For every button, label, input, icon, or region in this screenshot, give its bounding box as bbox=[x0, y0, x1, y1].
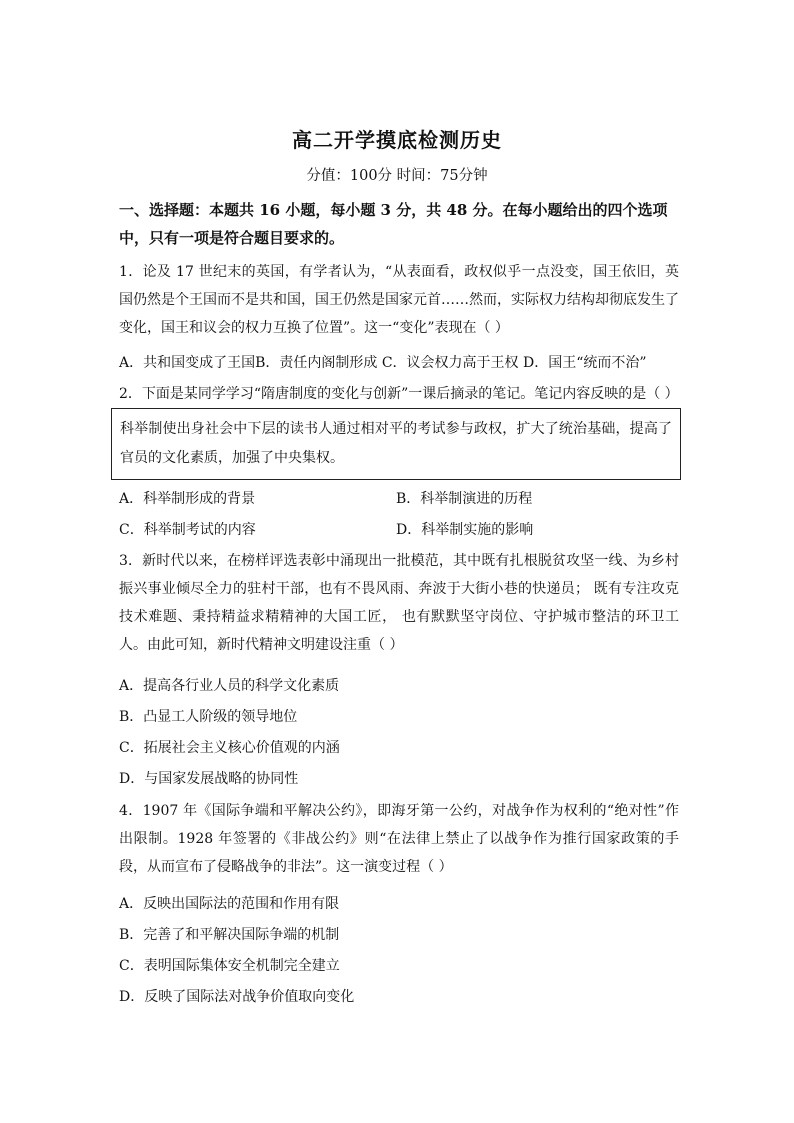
exam-meta: 分值：100分 时间：75分钟 bbox=[306, 168, 488, 184]
question-3-option-d: D．与国家发展战略的协同性 bbox=[119, 771, 299, 787]
question-4-stem: 4．1907 年《国际争端和平解决公约》，即海牙第一公约，对战争作为权利的“绝对性”作出限制。1928 年签署的《非战公约》则“在法律上禁止了以战争作为推行国家政策的手段，从而宣布了侵略战争的非法”。这一演变过程（ ） bbox=[119, 803, 679, 875]
question-2-stem: 2．下面是某同学学习“隋唐制度的变化与创新”一课后摘录的笔记。笔记内容反映的是（ ） bbox=[119, 386, 679, 402]
section-heading: 一、选择题：本题共 16 小题，每小题 3 分，共 48 分。在每小题给出的四个选项中，只有一项是符合题目要求的。 bbox=[119, 201, 668, 247]
question-3-option-c: C．拓展社会主义核心价值观的内涵 bbox=[119, 740, 340, 756]
question-2-option-b: B．科举制演进的历程 bbox=[396, 491, 533, 507]
question-1-options: A．共和国变成了王国B．责任内阁制形成 C．议会权力高于王权 D．国王“统而不治” bbox=[119, 355, 647, 371]
question-4-option-c: C．表明国际集体安全机制完全建立 bbox=[119, 958, 340, 974]
page-title: 高二开学摸底检测历史 bbox=[292, 128, 502, 152]
question-4-option-d: D．反映了国际法对战争价值取向变化 bbox=[119, 989, 355, 1005]
question-2-option-c: C．科举制考试的内容 bbox=[119, 522, 256, 538]
question-3-option-a: A．提高各行业人员的科学文化素质 bbox=[119, 678, 340, 694]
question-2-note-box bbox=[111, 408, 681, 480]
question-1-stem: 1．论及 17 世纪末的英国，有学者认为，“从表面看，政权似乎一点没变，国王依旧，英国仍然是个王国而不是共和国，国王仍然是国家元首……然而，实际权力结构却彻底发生了变化，国王和议会的权力互换了位置”。这一“变化”表现在（ ） bbox=[119, 264, 679, 336]
question-4-option-a: A．反映出国际法的范围和作用有限 bbox=[119, 896, 340, 912]
question-4-option-b: B．完善了和平解决国际争端的机制 bbox=[119, 927, 340, 943]
question-2-note: 科举制使出身社会中下层的读书人通过相对平的考试参与政权，扩大了统治基础，提高了官员的文化素质，加强了中央集权。 bbox=[120, 421, 672, 466]
question-3-option-b: B．凸显工人阶级的领导地位 bbox=[119, 709, 298, 725]
question-2-option-d: D．科举制实施的影响 bbox=[396, 522, 534, 538]
question-3-stem: 3．新时代以来，在榜样评选表彰中涌现出一批模范，其中既有扎根脱贫攻坚一线、为乡村振兴事业倾尽全力的驻村干部，也有不畏风雨、奔波于大街小巷的快递员； 既有专注攻克技术难题、秉持精益求精精神的大国工匠， 也有默默坚守岗位、守护城市整洁的环卫工人。由此可知，新时代精神文明建设注重（ ） bbox=[119, 553, 679, 653]
question-2-option-a: A．科举制形成的背景 bbox=[119, 491, 256, 507]
